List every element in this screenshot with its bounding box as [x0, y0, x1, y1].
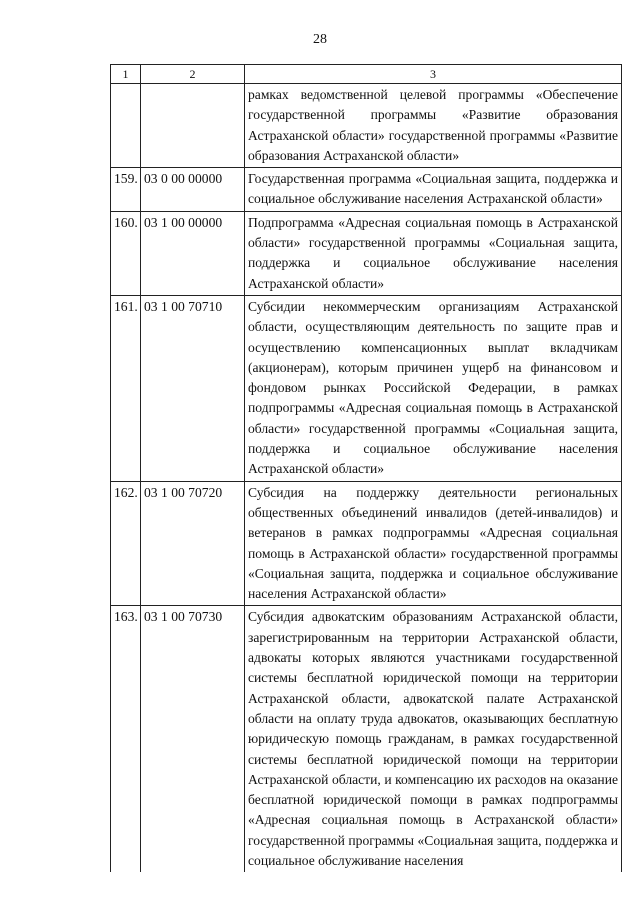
row-number-cell: 159.: [111, 168, 141, 212]
table-row: [111, 168, 622, 212]
code-cell: 03 0 00 00000: [141, 168, 245, 212]
budget-code-table: [110, 64, 622, 872]
column-header: 1: [111, 65, 141, 84]
table-header-row: [111, 65, 622, 84]
code-cell: 03 1 00 70710: [141, 295, 245, 481]
table-row-continuation: [111, 84, 622, 168]
table-row: [111, 481, 622, 606]
description-cell: Субсидия на поддержку деятельности региональных общественных объединений инвалидов (детей-инвалидов) и ветеранов в рамках подпрограммы «Адресная социальная помощь в Астраханской области» государственной программы «Социальная защита, поддержка и социальное обслуживание населения Астраханской области»: [245, 481, 622, 606]
description-cell: Субсидии некоммерческим организациям Астраханской области, осуществляющим деятельность по защите прав и осуществлению компенсационных выплат вкладчикам (акционерам), которым причинен ущерб на финансовом и фондовом рынках Российской Федерации, в рамках подпрограммы «Адресная социальная помощь в Астраханской области» государственной программы «Социальная защита, поддержка и социальное обслуживание населения Астраханской области»: [245, 295, 622, 481]
code-cell: 03 1 00 70730: [141, 606, 245, 872]
description-cell: рамках ведомственной целевой программы «Обеспечение государственной программы «Развитие образования Астраханской области» государственной программы «Развитие образования Астраханской области»: [245, 84, 622, 168]
row-number-cell: 163.: [111, 606, 141, 872]
row-number-cell: 160.: [111, 211, 141, 295]
table-row: [111, 295, 622, 481]
description-cell: Субсидия адвокатским образованиям Астраханской области, зарегистрированным на территории Астраханской области, адвокаты которых являются участниками государственной системы бесплатной юридической помощи на территории Астраханской области, адвокатской палате Астраханской области на оплату труда адвокатов, оказывающих бесплатную юридическую помощь гражданам, в рамках государственной системы бесплатной юридической помощи на территории Астраханской области, и компенсацию их расходов на оказание бесплатной юридической помощи в рамках подпрограммы «Адресная социальная помощь в Астраханской области» государственной программы «Социальная защита, поддержка и социальное обслуживание населения: [245, 606, 622, 872]
row-number-cell: 162.: [111, 481, 141, 606]
table-row: [111, 606, 622, 872]
column-header: 2: [141, 65, 245, 84]
code-cell: 03 1 00 00000: [141, 211, 245, 295]
code-cell: 03 1 00 70720: [141, 481, 245, 606]
row-number-cell: 161.: [111, 295, 141, 481]
page-number: 28: [313, 32, 327, 47]
row-number-cell: [111, 84, 141, 168]
table-row: [111, 211, 622, 295]
column-header: 3: [245, 65, 622, 84]
description-cell: Подпрограмма «Адресная социальная помощь в Астраханской области» государственной программы «Социальная защита, поддержка и социальное обслуживание населения Астраханской области»: [245, 211, 622, 295]
description-cell: Государственная программа «Социальная защита, поддержка и социальное обслуживание населения Астраханской области»: [245, 168, 622, 212]
code-cell: [141, 84, 245, 168]
